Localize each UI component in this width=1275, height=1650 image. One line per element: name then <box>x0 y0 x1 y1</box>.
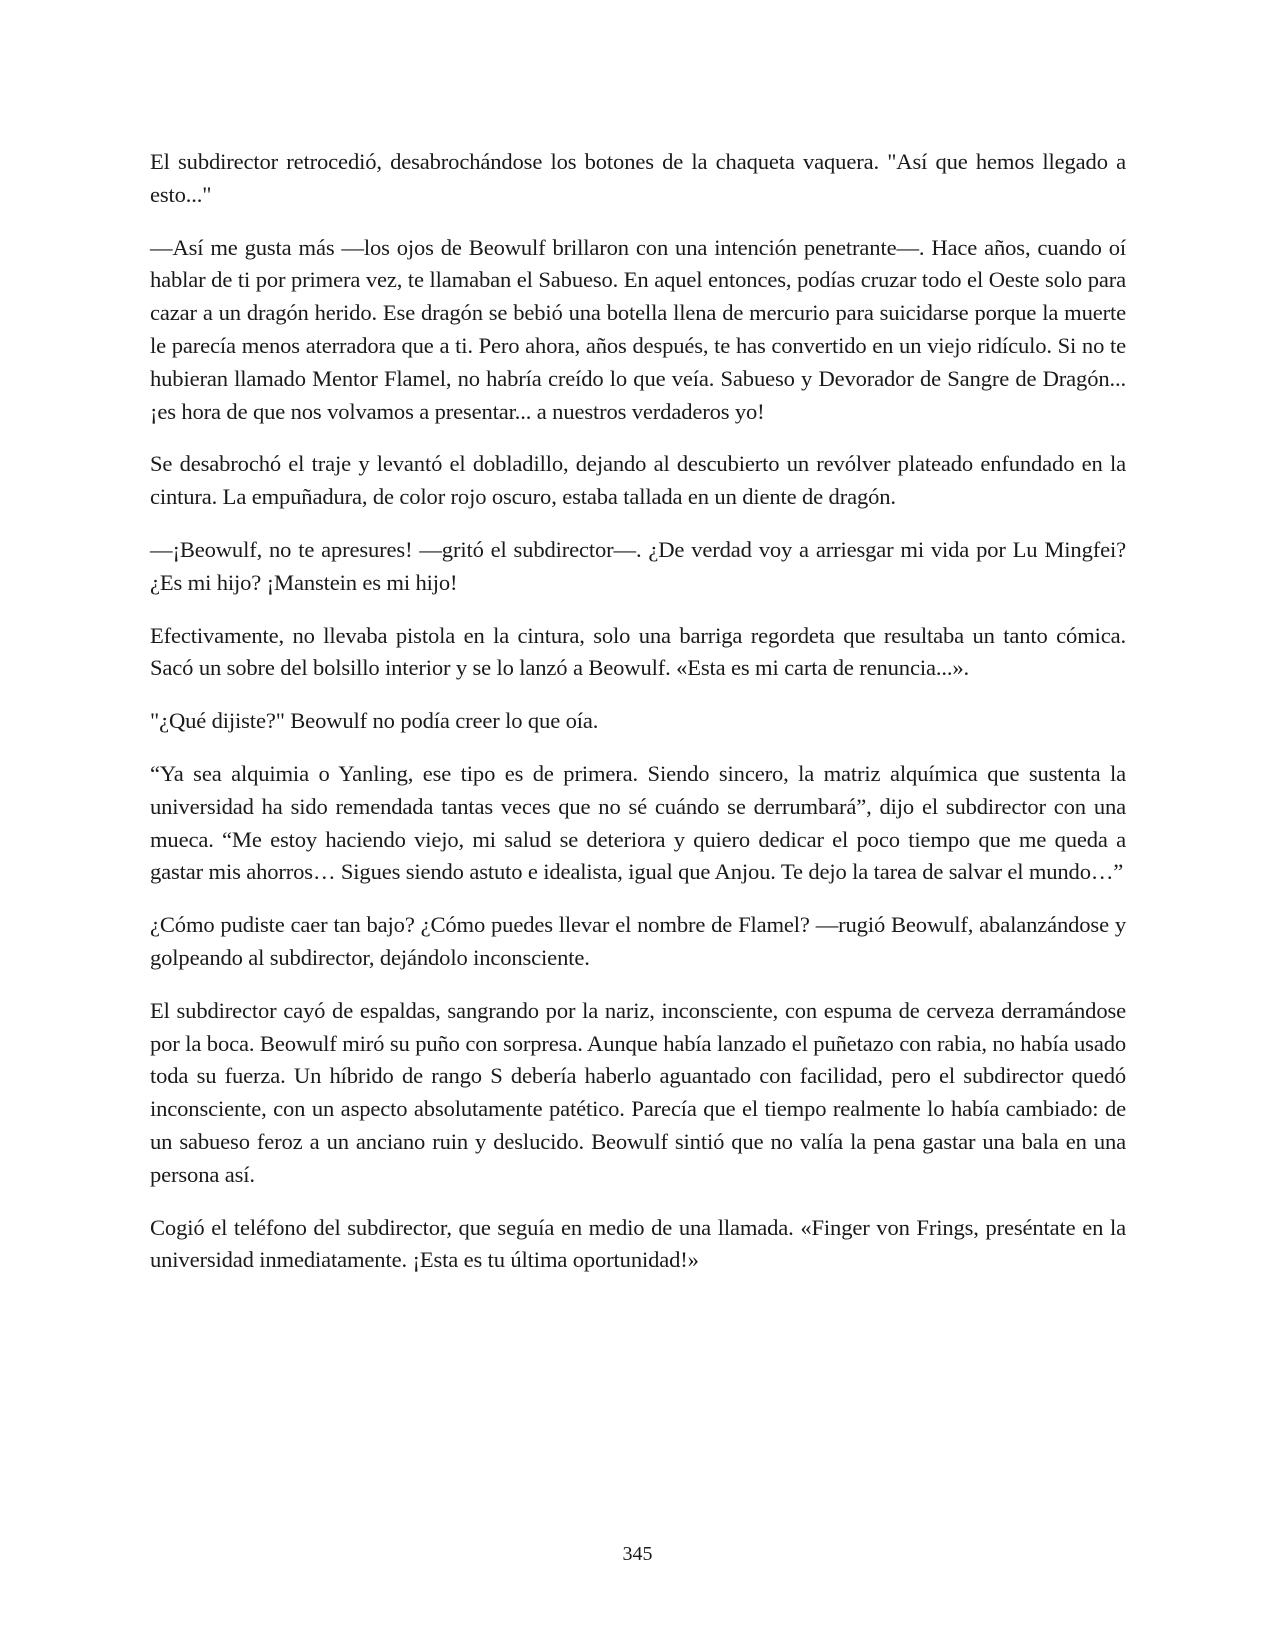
page-number: 345 <box>622 1543 653 1565</box>
page-body <box>150 146 1126 1297</box>
paragraph-9: El subdirector cayó de espaldas, sangrando por la nariz, inconsciente, con espuma de cerveza derramándose por la boca. Beowulf miró su puño con sorpresa. Aunque había lanzado el puñetazo con rabia, no había usado toda su fuerza. Un híbrido de rango S debería haberlo aguantado con facilidad, pero el subdirector quedó inconsciente, con un aspecto absolutamente patético. Parecía que el tiempo realmente lo había cambiado: de un sabueso feroz a un anciano ruin y deslucido. Beowulf sintió que no valía la pena gastar una bala en una persona así. <box>150 997 1126 1187</box>
paragraph-3: Se desabrochó el traje y levantó el dobladillo, dejando al descubierto un revólver plateado enfundado en la cintura. La empuñadura, de color rojo oscuro, estaba tallada en un diente de dragón. <box>150 451 1126 510</box>
paragraph-4: —¡Beowulf, no te apresures! —gritó el subdirector—. ¿De verdad voy a arriesgar mi vida por Lu Mingfei? ¿Es mi hijo? ¡Manstein es mi hijo! <box>150 536 1126 595</box>
paragraph-10: Cogió el teléfono del subdirector, que seguía en medio de una llamada. «Finger von Frings, preséntate en la universidad inmediatamente. ¡Esta es tu última oportunidad!» <box>150 1214 1126 1273</box>
paragraph-6: "¿Qué dijiste?" Beowulf no podía creer lo que oía. <box>150 708 599 734</box>
paragraph-7: “Ya sea alquimia o Yanling, ese tipo es de primera. Siendo sincero, la matriz alquímica que sustenta la universidad ha sido remendada tantas veces que no sé cuándo se derrumbará”, dijo el subdirector con una mueca. “Me estoy haciendo viejo, mi salud se deteriora y quiero dedicar el poco tiempo que me queda a gastar mis ahorros… Sigues siendo astuto e idealista, igual que Anjou. Te dejo la tarea de salvar el mundo…” <box>150 760 1126 885</box>
paragraph-5: Efectivamente, no llevaba pistola en la cintura, solo una barriga regordeta que resultaba un tanto cómica. Sacó un sobre del bolsillo interior y se lo lanzó a Beowulf. «Esta es mi carta de renuncia...». <box>150 622 1126 681</box>
paragraph-1: El subdirector retrocedió, desabrochándose los botones de la chaqueta vaquera. "Así que hemos llegado a esto..." <box>150 149 1126 207</box>
paragraph-2: —Así me gusta más —los ojos de Beowulf brillaron con una intención penetrante—. Hace años, cuando oí hablar de ti por primera vez, te llamaban el Sabueso. En aquel entonces, podías cruzar todo el Oeste solo para cazar a un dragón herido. Ese dragón se bebió una botella llena de mercurio para suicidarse porque la muerte le parecía menos aterradora que a ti. Pero ahora, años después, te has convertido en un viejo ridículo. Si no te hubieran llamado Mentor Flamel, no habría creído lo que veía. Sabueso y Devorador de Sangre de Dragón... ¡es hora de que nos volvamos a presentar... a nuestros verdaderos yo! <box>150 234 1126 424</box>
paragraph-8: ¿Cómo pudiste caer tan bajo? ¿Cómo puedes llevar el nombre de Flamel? —rugió Beowulf, abalanzándose y golpeando al subdirector, dejándolo inconsciente. <box>150 912 1126 970</box>
